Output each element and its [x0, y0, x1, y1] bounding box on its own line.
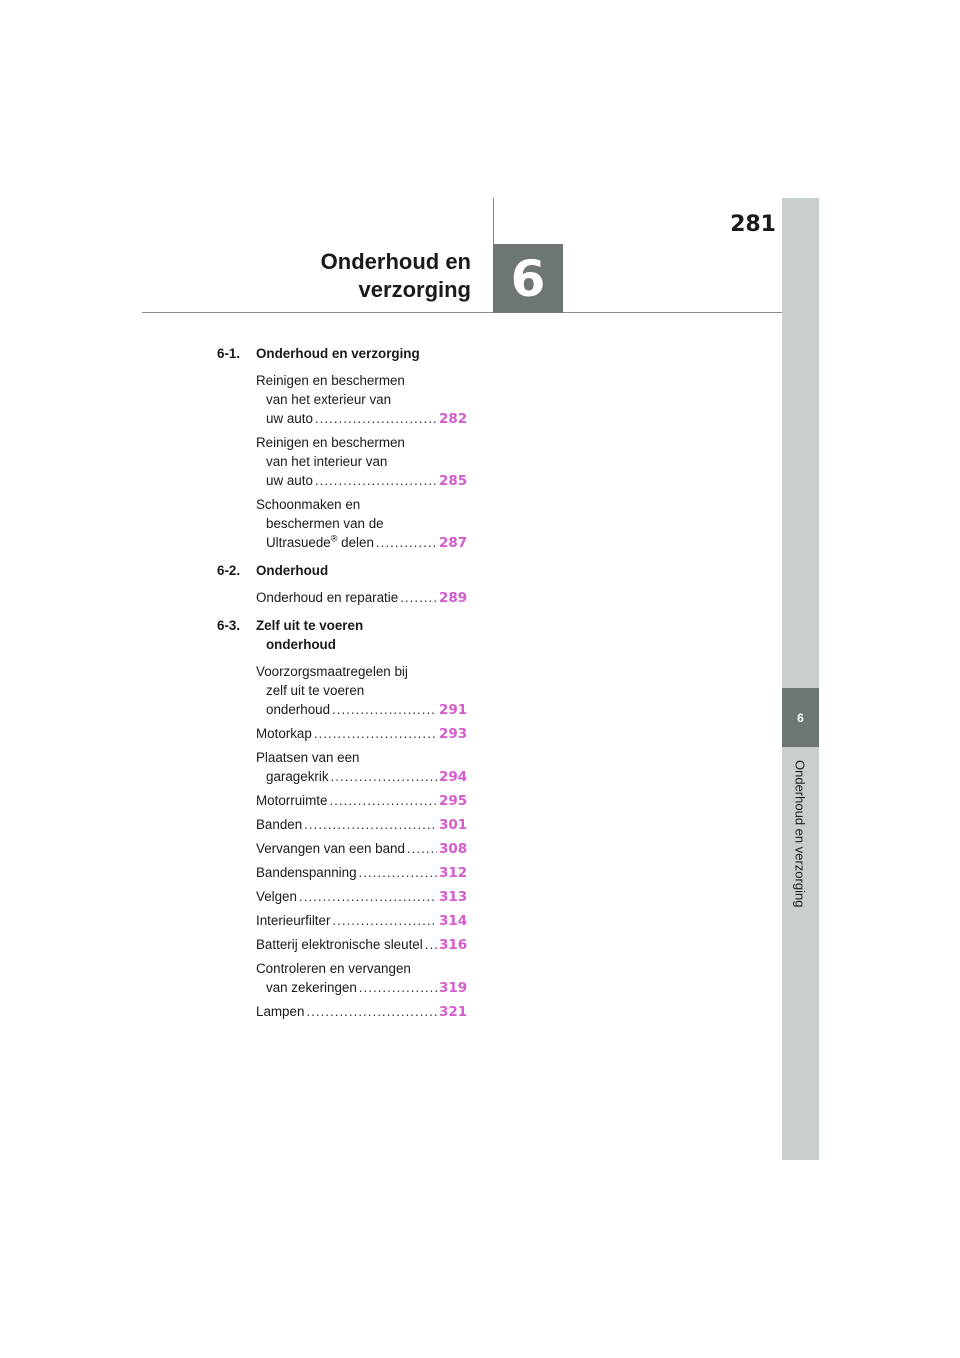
toc-entry-text: Bandenspanning: [256, 865, 357, 880]
toc-entry-text: van zekeringen: [266, 980, 357, 995]
toc-entry-line: [256, 978, 467, 998]
toc-entry-line: [256, 588, 467, 608]
toc-entry[interactable]: [256, 911, 467, 931]
page-link[interactable]: 316: [439, 937, 468, 953]
toc-entry-line: van het interieur van: [266, 454, 388, 469]
dot-leader: [299, 887, 437, 906]
toc-entry-line: Controleren en vervangen: [256, 961, 411, 976]
toc-entry-line: Reinigen en beschermen: [256, 435, 405, 450]
toc-entry-line: [256, 815, 467, 835]
toc-entry-line: [256, 471, 467, 491]
toc-entry-line: [256, 767, 467, 787]
toc-entry[interactable]: [256, 863, 467, 883]
dot-leader: [315, 471, 437, 490]
page-link[interactable]: 294: [439, 769, 468, 785]
toc-entry-line: [256, 1002, 467, 1022]
toc-section: [217, 616, 467, 654]
dot-leader: [331, 767, 437, 786]
toc-entry-line: [256, 791, 467, 811]
toc-entry[interactable]: [256, 959, 467, 998]
toc-entry-text: Batterij elektronische sleutel: [256, 937, 423, 952]
toc-entry[interactable]: [256, 433, 467, 491]
header-divider-horizontal: [142, 312, 782, 313]
toc-entry-line: Plaatsen van een: [256, 750, 360, 765]
page-link[interactable]: 291: [439, 702, 468, 718]
toc-entry-line: beschermen van de: [266, 516, 384, 531]
toc-entry-line: [256, 533, 467, 553]
toc-entry[interactable]: [256, 662, 467, 720]
page-link[interactable]: 321: [439, 1004, 468, 1020]
toc-entry[interactable]: [256, 791, 467, 811]
dot-leader: [306, 1002, 437, 1021]
toc-entry-line: zelf uit te voeren: [266, 683, 365, 698]
toc-entry-text: Interieurfilter: [256, 913, 331, 928]
toc-entry-line: [256, 700, 467, 720]
dot-leader: [359, 978, 437, 997]
toc-section: [217, 344, 467, 363]
table-of-contents: [217, 344, 467, 1026]
toc-entry-text: Velgen: [256, 889, 297, 904]
toc-entry-line: [256, 911, 467, 931]
toc-entry-line: [256, 887, 467, 907]
page-link[interactable]: 319: [439, 980, 468, 996]
section-title: [256, 344, 467, 363]
chapter-number-box: 6: [493, 244, 563, 313]
toc-entry-text: Ultrasuede® delen: [266, 533, 374, 550]
dot-leader: [376, 533, 437, 552]
toc-entry-line: Schoonmaken en: [256, 497, 361, 512]
toc-entry-line: Reinigen en beschermen: [256, 373, 405, 388]
header-divider-vertical: [493, 198, 494, 246]
section-title: [256, 561, 467, 580]
section-number: 6-2.: [217, 563, 241, 578]
toc-entry[interactable]: [256, 495, 467, 553]
dot-leader: [425, 935, 437, 954]
page-link[interactable]: 293: [439, 726, 468, 742]
toc-entry-text: uw auto: [266, 473, 313, 488]
dot-leader: [332, 911, 437, 930]
page-link[interactable]: 301: [439, 817, 468, 833]
toc-entry-line: [256, 935, 467, 955]
section-title-line: Onderhoud: [256, 563, 329, 578]
section-title-line: Zelf uit te voeren: [256, 618, 364, 633]
toc-entry[interactable]: [256, 815, 467, 835]
dot-leader: [332, 700, 437, 719]
dot-leader: [359, 863, 437, 882]
toc-entry-text: Motorkap: [256, 726, 312, 741]
side-tab-strip: [782, 198, 819, 1160]
page-link[interactable]: 314: [439, 913, 468, 929]
dot-leader: [400, 588, 437, 607]
page-link[interactable]: 285: [439, 473, 468, 489]
page-link[interactable]: 295: [439, 793, 468, 809]
page-number: 281: [730, 212, 776, 237]
toc-entry-text: Onderhoud en reparatie: [256, 590, 399, 605]
page-link[interactable]: 312: [439, 865, 468, 881]
toc-entry-text: Banden: [256, 817, 303, 832]
toc-entry-line: [256, 409, 467, 429]
toc-entry-line: [256, 839, 467, 859]
toc-entry-line: [256, 863, 467, 883]
toc-entry[interactable]: [256, 371, 467, 429]
toc-entry-text: Motorruimte: [256, 793, 328, 808]
page-link[interactable]: 282: [439, 411, 468, 427]
dot-leader: [315, 409, 437, 428]
toc-entry-text: Vervangen van een band: [256, 841, 405, 856]
toc-entry-text: uw auto: [266, 411, 313, 426]
section-number: 6-1.: [217, 346, 241, 361]
toc-entry[interactable]: [256, 839, 467, 859]
toc-entry-text: Lampen: [256, 1004, 305, 1019]
toc-entry-line: Voorzorgsmaatregelen bij: [256, 664, 408, 679]
section-title-line: Onderhoud en verzorging: [256, 346, 420, 361]
page-link[interactable]: 287: [439, 535, 468, 551]
toc-entry[interactable]: [256, 935, 467, 955]
dot-leader: [407, 839, 437, 858]
toc-entry-line: van het exterieur van: [266, 392, 392, 407]
section-title: [256, 616, 467, 654]
section-title-line: onderhoud: [266, 637, 336, 652]
chapter-title: [240, 248, 471, 304]
toc-section: [217, 561, 467, 580]
chapter-title-line2: verzorging: [358, 277, 471, 302]
side-tab-chapter[interactable]: 6: [782, 688, 819, 747]
section-number: 6-3.: [217, 618, 241, 633]
side-tab-label: Onderhoud en verzorging: [792, 760, 808, 908]
toc-entry[interactable]: [256, 724, 467, 744]
toc-entry-line: [256, 724, 467, 744]
toc-entry-text: onderhoud: [266, 702, 331, 717]
page-link[interactable]: 313: [439, 889, 468, 905]
toc-entry-text: garagekrik: [266, 769, 329, 784]
toc-entry[interactable]: [256, 588, 467, 608]
toc-entry[interactable]: [256, 887, 467, 907]
dot-leader: [314, 724, 437, 743]
page-link[interactable]: 289: [439, 590, 468, 606]
page-link[interactable]: 308: [439, 841, 468, 857]
dot-leader: [304, 815, 437, 834]
toc-entry[interactable]: [256, 1002, 467, 1022]
chapter-title-line1: Onderhoud en: [320, 249, 471, 274]
toc-entry[interactable]: [256, 748, 467, 787]
registered-mark: ®: [330, 533, 338, 544]
dot-leader: [329, 791, 437, 810]
